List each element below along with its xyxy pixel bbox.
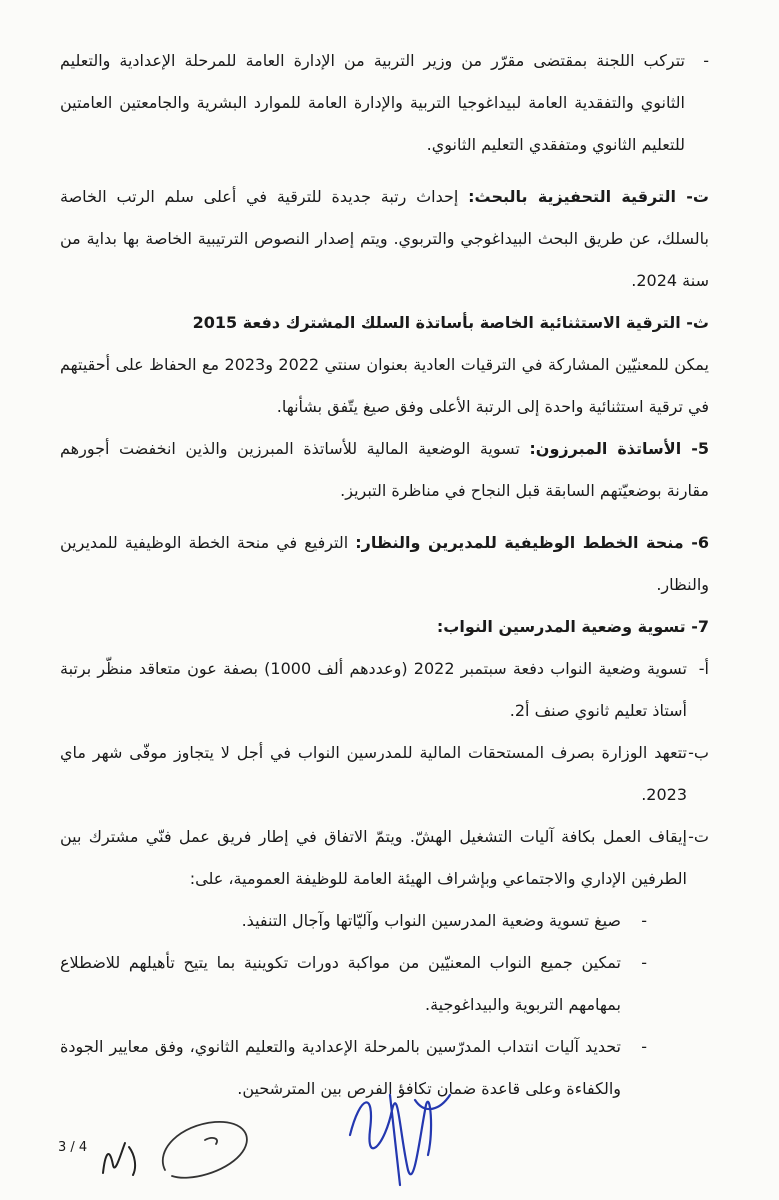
paragraph-text: صيغ تسوية وضعية المدرسين النواب وآليّاتها وآجال التنفيذ. [241,911,621,930]
section-heading: 6- منحة الخطط الوظيفية للمديرين والنظار: [355,533,709,552]
bullet-marker: - [641,911,647,930]
section-heading: 5- الأساتذة المبرزون: [529,439,710,458]
paragraph-text: تتركب اللجنة بمقتضى مقرّر من وزير التربية من الإدارة العامة للمرحلة الإعدادية والتعليم الثانوي والتفقدية العامة لبيداغوجيا التربية والإدارة العامة للموارد البشرية والجامعتين العامتين للتعليم الثانوي ومتفقدي التعليم الثانوي. [60,51,685,154]
sub-item-1 [60,900,709,942]
paragraph-text: تسوية الوضعية المالية للأساتذة المبرزين والذين انخفضت أجورهم مقارنة بوضعيّتهم السابقة قبل النجاح في مناظرة التبريز. [60,439,709,500]
exceptional-promotion-section [60,302,709,428]
sub-item-2 [60,942,709,1026]
paragraph-text: يمكن للمعنيّين المشاركة في الترقيات العادية بعنوان سنتي 2022 و2023 مع الحفاظ على أحقيتهم في ترقية استثنائية واحدة إلى الرتبة الأعلى وفق صيغ يتّفق بشأنها. [60,355,710,416]
paragraph-text: تتعهد الوزارة بصرف المستحقات المالية للمدرسين النواب في أجل لا يتجاوز موفّى شهر ماي 2023. [60,743,687,804]
signature-center [330,1075,470,1195]
item-marker: ت- [688,827,709,846]
committee-paragraph [60,40,709,166]
signature-initials [95,1135,145,1180]
paragraph-text: الترفيع في منحة الخطة الوظيفية للمديرين والنظار. [60,533,709,594]
document-body [60,40,709,1110]
paragraph-text: إيقاف العمل بكافة آليات التشغيل الهشّ. ويتمّ الاتفاق في إطار فريق عمل فنّي مشترك بين الطرفين الإداري والاجتماعي وبإشراف الهيئة العامة للوظيفة العمومية، على: [60,827,687,888]
agrege-teachers-paragraph [60,428,709,512]
bullet-marker: - [641,953,647,972]
substitute-item-a [60,648,709,732]
section-heading: ت- الترقية التحفيزية بالبحث: [468,187,709,206]
section-heading: ث- الترقية الاستثنائية الخاصة بأساتذة السلك المشترك دفعة 2015 [192,313,709,332]
bullet-marker: - [703,51,709,70]
bullet-marker: - [641,1037,647,1056]
substitute-item-b [60,732,709,816]
research-promotion-paragraph [60,176,709,302]
signature-left-oval [150,1110,260,1190]
paragraph-text: تحديد آليات انتداب المدرّسين بالمرحلة الإعدادية والتعليم الثانوي، وفق معايير الجودة والكفاءة وعلى قاعدة ضمان تكافؤ الفرص بين المترشحين. [60,1037,621,1098]
paragraph-text: إحداث رتبة جديدة للترقية في أعلى سلم الرتب الخاصة بالسلك، عن طريق البحث البيداغوجي والتربوي. ويتم إصدار النصوص الترتيبية الخاصة بها بداية من سنة 2024. [60,187,709,290]
item-marker: أ- [698,659,709,678]
substitute-item-t [60,816,709,900]
substitute-teachers-heading: 7- تسوية وضعية المدرسين النواب: [436,617,709,636]
paragraph-text: تمكين جميع النواب المعنيّين من مواكبة دورات تكوينية بما يتيح تأهيلهم للاضطلاع بمهامهم التربوية والبيداغوجية. [60,953,621,1014]
item-marker: ب- [688,743,709,762]
paragraph-text: تسوية وضعية النواب دفعة سبتمبر 2022 (وعددهم ألف 1000) بصفة عون متعاقد منظّر برتبة أستاذ تعليم ثانوي صنف أ2. [60,659,688,720]
page-number: 3 / 4 [58,1140,88,1155]
functional-allowance-paragraph [60,522,709,606]
